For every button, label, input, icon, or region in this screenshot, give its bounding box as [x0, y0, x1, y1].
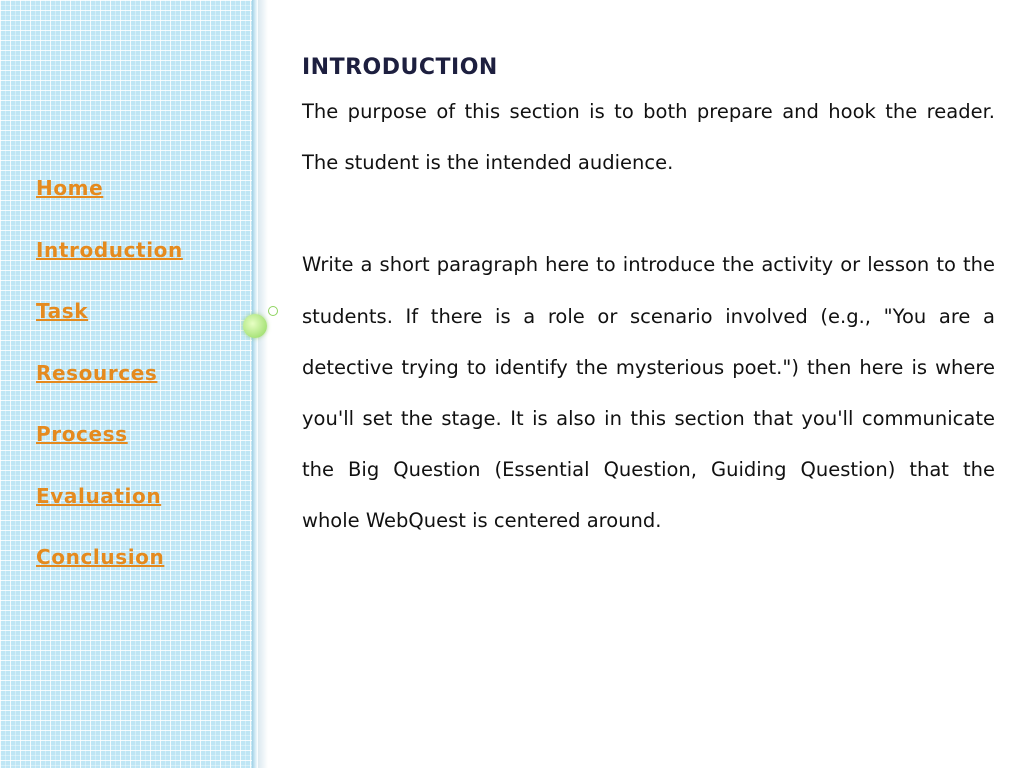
sidebar-panel [0, 0, 255, 768]
intro-paragraph-2: Write a short paragraph here to introduce the activity or lesson to the students. If there is a role or scenario involved (e.g., "You are a detective trying to identify the mysterious poet.") then here is where you'll set the stage. It is also in this section that you'll communicate the Big Question (Essential Question, Guiding Question) that the whole WebQuest is centered around. [302, 253, 995, 533]
nav-link-home[interactable]: Home [36, 176, 104, 200]
nav-link-introduction[interactable]: Introduction [36, 237, 183, 262]
sidebar-shadow [258, 0, 268, 768]
nav-item-home [36, 176, 183, 238]
nav-link-resources[interactable]: Resources [36, 360, 158, 385]
intro-paragraph-1: The purpose of this section is to both prepare and hook the reader. The student is the intended audience. [302, 100, 995, 175]
nav-link-evaluation[interactable]: Evaluation [36, 483, 162, 508]
nav-link-conclusion[interactable]: Conclusion [36, 545, 165, 569]
green-bubble-icon [243, 314, 267, 338]
nav-item-resources [36, 361, 183, 423]
main-content [302, 50, 995, 547]
nav-item-introduction [36, 238, 183, 300]
nav-link-task[interactable]: Task [36, 299, 89, 323]
nav-item-process [36, 422, 183, 484]
nav-item-evaluation [36, 484, 183, 546]
page-title: INTRODUCTION [302, 55, 498, 80]
small-bubble-icon [268, 306, 278, 316]
nav-item-conclusion [36, 545, 183, 607]
nav-link-process[interactable]: Process [36, 422, 128, 446]
nav-menu [36, 176, 183, 607]
nav-item-task [36, 299, 183, 361]
